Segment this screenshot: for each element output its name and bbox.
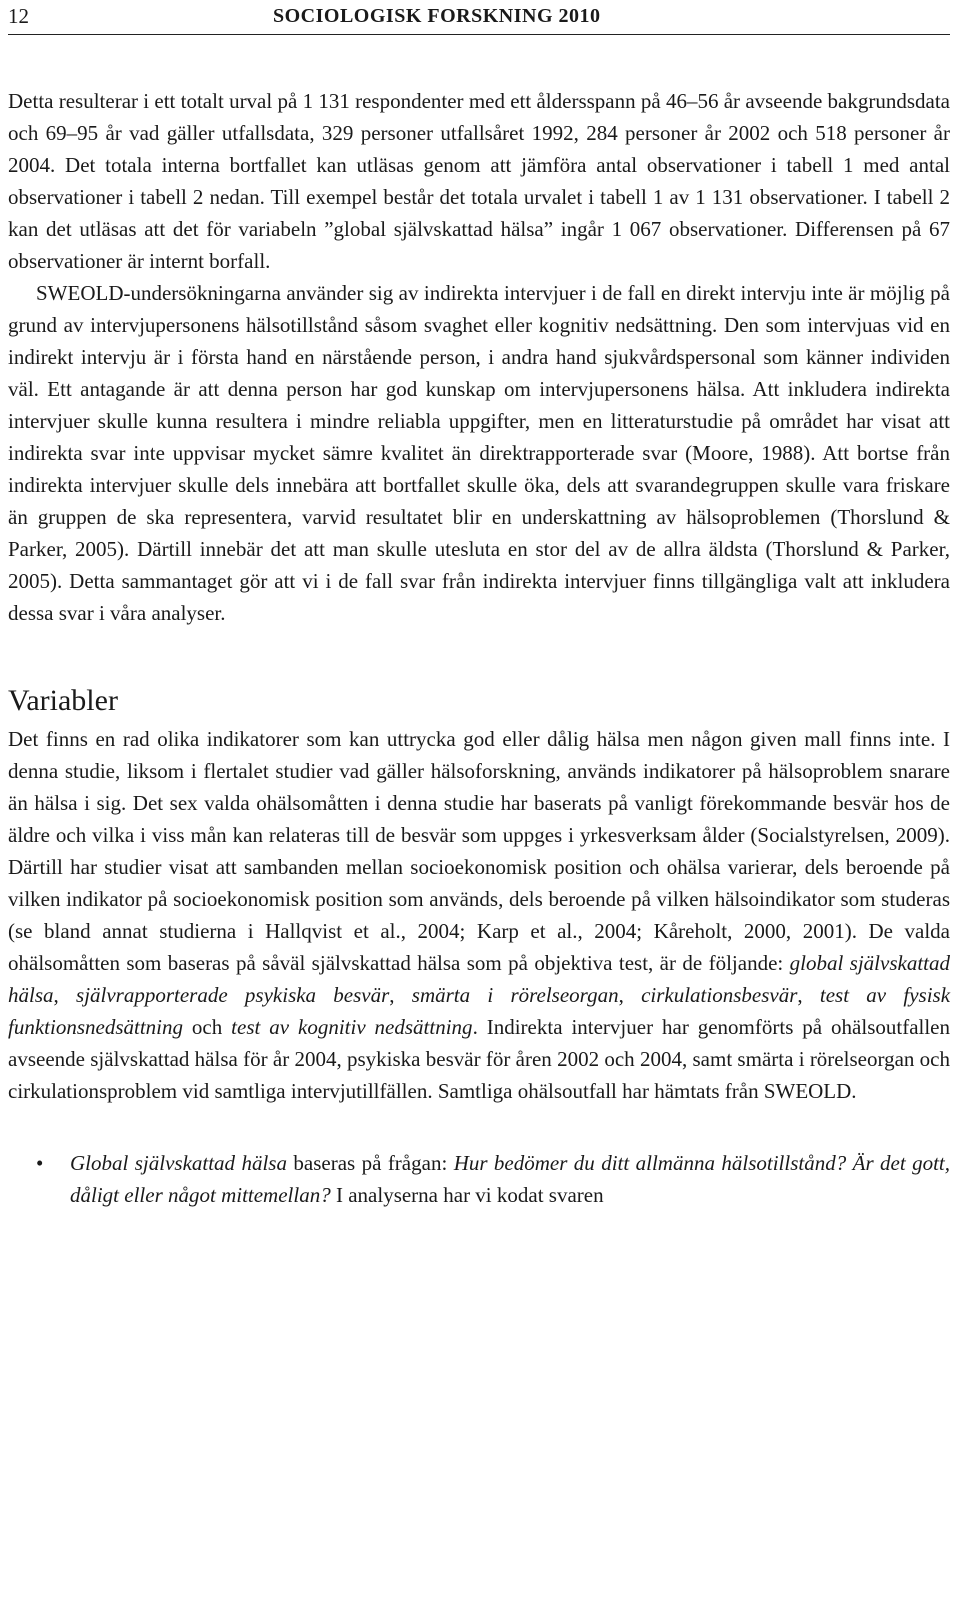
bullet-term: Global självskattad hälsa bbox=[70, 1151, 287, 1175]
paragraph-sample-description: Detta resulterar i ett totalt urval på 1 131 respondenter med ett åldersspann på 46–56 år avseende bakgrundsdata och 69–95 år vad gäller utfallsdata, 329 personer utfallsåret 1992, 284 personer år 2002 och 518 personer år 2004. Det totala interna bortfallet kan utläsas genom att jämföra antal observationer i tabell 1 med antal observationer i tabell 2 nedan. Till exempel består det totala urvalet i tabell 1 av 1 131 observationer. I tabell 2 kan det utläsas att det för variabeln ”global självskattad hälsa” ingår 1 067 observationer. Differensen på 67 observationer är internt borfall. bbox=[8, 89, 950, 273]
measure-physical-function-test: test av fysisk funktionsnedsättning bbox=[8, 983, 951, 1039]
bullet-question: Hur bedömer du ditt allmänna hälsotillstånd? Är det gott, dåligt eller något mittemellan? bbox=[70, 1151, 950, 1207]
bullet-list bbox=[8, 1147, 950, 1211]
measure-self-rated-health: global självskattad hälsa bbox=[8, 951, 951, 1007]
measure-separator: , bbox=[618, 983, 642, 1007]
paragraph-indirect-interviews: SWEOLD-undersökningarna använder sig av indirekta intervjuer i de fall en direkt intervju inte är möjlig på grund av intervjupersonens hälsotillstånd såsom svaghet eller kognitiv nedsättning. Den som intervjuas vid en indirekt intervju är i första hand en närstående person, i andra hand sjukvårdspersonal som känner individen väl. Ett antagande är att denna person har god kunskap om intervjupersonens hälsa. Att inkludera indirekta intervjuer skulle kunna resultera i mindre reliabla uppgifter, men en litteraturstudie på området har visat att indirekta svar inte uppvisar mycket sämre kvalitet än direktrapporterade svar (Moore, 1988). Att bortse från indirekta intervjuer skulle dels innebära att bortfallet skulle öka, dels att svarandegruppen skulle vara friskare än gruppen de ska representera, varvid resultatet blir en underskattning av hälsoproblemen (Thorslund & Parker, 2005). Därtill innebär det att man skulle utesluta en stor del av de allra äldsta (Thorslund & Parker, 2005). Detta sammantaget gör att vi i de fall svar från indirekta intervjuer finns tillgängliga valt att inkludera dessa svar i våra analyser. bbox=[8, 281, 950, 625]
page-number: 12 bbox=[8, 4, 29, 28]
variables-text-conclusion: . Indirekta intervjuer har genomförts på ohälsoutfallen avseende självskattad hälsa för år 2004, psykiska besvär för åren 2002 och 2004, samt smärta i rörelseorgan och cirkulationsproblem vid samtliga intervjutillfällen. Samtliga ohälsoutfall har hämtats från SWEOLD. bbox=[8, 1015, 951, 1103]
paragraph-variables bbox=[8, 723, 950, 1107]
measure-musculoskeletal-pain: smärta i rörelseorgan bbox=[411, 983, 619, 1007]
running-header bbox=[8, 0, 950, 35]
document-page bbox=[8, 0, 950, 1211]
bullet-text-tail: I analyserna har vi kodat svaren bbox=[330, 1183, 604, 1207]
measure-separator: och bbox=[183, 1015, 232, 1039]
measure-circulatory-problems: cirkulationsbesvär bbox=[641, 983, 798, 1007]
measure-psychological-problems: självrapporterade psykiska besvär bbox=[76, 983, 390, 1007]
measure-separator: , bbox=[797, 983, 820, 1007]
measure-separator: , bbox=[53, 983, 77, 1007]
list-item bbox=[8, 1147, 950, 1211]
section-heading-variabler: Variabler bbox=[8, 684, 118, 717]
journal-title: SOCIOLOGISK FORSKNING 2010 bbox=[273, 5, 601, 27]
measure-cognitive-test: test av kognitiv nedsättning bbox=[231, 1015, 473, 1039]
bullet-text: baseras på frågan: bbox=[286, 1151, 454, 1175]
variables-text-intro: Det finns en rad olika indikatorer som kan uttrycka god eller dålig hälsa men någon given mall finns inte. I denna studie, liksom i flertalet studier vad gäller hälsoforskning, används indikatorer på hälsoproblem snarare än hälsa i sig. Det sex valda ohälsomåtten i denna studie har baserats på vanligt förekommande besvär hos de äldre och vilka i viss mån kan relateras till de besvär som uppges i yrkesverksam ålder (Socialstyrelsen, 2009). Därtill har studier visat att sambanden mellan socioekonomisk position och ohälsa varierar, dels beroende på vilken indikator på socioekonomisk position som används, dels beroende på vilken hälsoindikator som studeras (se bland annat studierna i Hallqvist et al., 2004; Karp et al., 2004; Kåreholt, 2000, 2001). De valda ohälsomåtten som baseras på såväl självskattad hälsa som på objektiva test, är de följande: bbox=[8, 727, 950, 975]
bullet-icon: • bbox=[36, 1151, 44, 1175]
measure-separator: , bbox=[389, 983, 412, 1007]
